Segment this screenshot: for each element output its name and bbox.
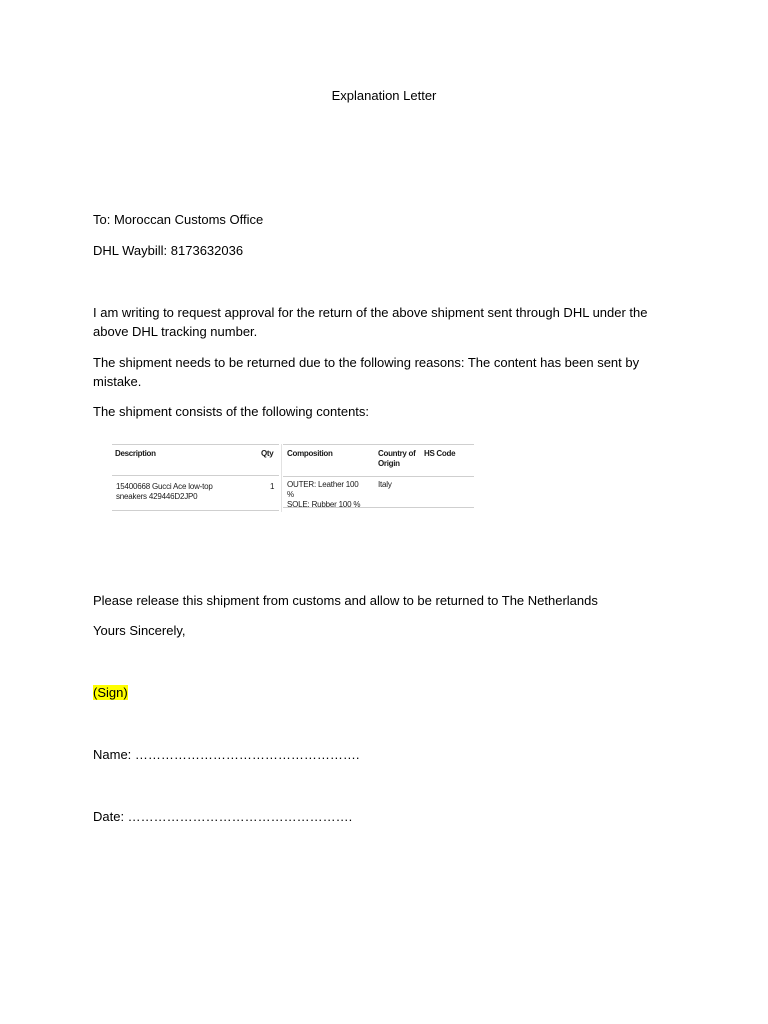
table-header-rule-right [283, 476, 474, 477]
header-country-line2: Origin [378, 459, 400, 468]
header-description: Description [115, 449, 156, 458]
header-country-line1: Country of [378, 449, 416, 458]
request-paragraph: I am writing to request approval for the return of the above shipment sent through DHL under the above DHL tracking number. [93, 305, 648, 339]
date-line: Date: ……………………………………………. [93, 809, 353, 824]
waybill-line: DHL Waybill: 8173632036 [93, 243, 244, 258]
release-request-paragraph: Please release this shipment from customs and allow to be returned to The Netherlands [93, 593, 598, 608]
cell-country: Italy [378, 480, 392, 489]
contents-intro-paragraph: The shipment consists of the following contents: [93, 404, 370, 419]
cell-composition-line3: SOLE: Rubber 100 % [287, 500, 361, 509]
cell-description-line2: sneakers 429446D2JP0 [116, 492, 198, 501]
table-top-rule-right [283, 444, 474, 445]
contents-table [112, 444, 474, 512]
cell-qty: 1 [270, 482, 275, 491]
name-line: Name: ……………………………………………. [93, 747, 360, 762]
cell-description-line1: 15400668 Gucci Ace low-top [116, 482, 213, 491]
sign-highlight: (Sign) [93, 685, 128, 700]
letter-title: Explanation Letter [331, 88, 437, 103]
table-column-divider [281, 444, 282, 512]
reason-paragraph: The shipment needs to be returned due to the following reasons: The content has been sent by mistake. [93, 355, 640, 389]
cell-composition-line2: % [287, 490, 294, 499]
cell-composition-line1: OUTER: Leather 100 [287, 480, 359, 489]
header-qty: Qty [261, 449, 274, 458]
table-top-rule-left [112, 444, 279, 445]
table-header-rule-left [112, 475, 279, 476]
sign-placeholder [93, 683, 128, 702]
closing-line: Yours Sincerely, [93, 623, 186, 638]
recipient-line: To: Moroccan Customs Office [93, 212, 264, 227]
header-composition: Composition [287, 449, 333, 458]
header-hs-code: HS Code [424, 449, 456, 458]
table-bottom-rule-left [112, 510, 279, 511]
